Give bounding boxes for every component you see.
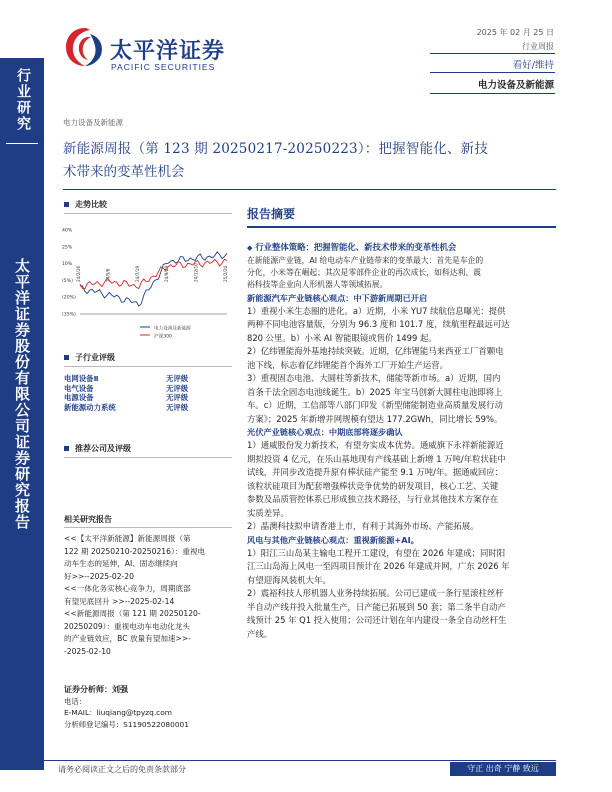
sub-rating-row: 电气设备 无评级 — [64, 383, 189, 393]
sidebar-separator — [6, 143, 38, 144]
x-tick-label: 24/9/29 — [164, 265, 170, 282]
title-category: 电力设备及新能源 — [63, 118, 123, 127]
related-reports — [64, 533, 234, 658]
trend-chart-heading: 走势比较 — [64, 199, 107, 210]
sidebar-category: 行业研究 — [15, 68, 31, 132]
x-tick-label: 24/5/8 — [105, 268, 111, 282]
wind-section-title: 风电与其他产业链核心观点：重视新能源+AI。 — [247, 534, 419, 545]
title-underline — [63, 189, 556, 190]
footer-rule — [44, 760, 556, 761]
recommend-divider — [64, 457, 232, 458]
report-type: 行业周报 — [522, 42, 554, 51]
overall-strategy-text: 在新能源产业链，AI 给电动车产业链带来的变革最大：首先是车企的 分化，小米等在崛起；其次是零部件企业的再次成长，如科达利、震 裕科技等企业向人形机器人等领域拓展。 — [247, 256, 484, 290]
analyst-phone: 电话： — [64, 696, 87, 706]
header-divider-2 — [430, 72, 555, 73]
related-report-line[interactable]: -2025-02-10 — [64, 646, 111, 656]
y-tick-label: 10% — [62, 262, 73, 268]
related-report-line[interactable]: <<新能源周报（第 121 期 20250120- — [64, 609, 201, 618]
header-divider-3 — [430, 93, 555, 94]
pv-section-title: 光伏产业链核心观点：中期底部将逐步确认 — [247, 427, 403, 438]
overall-strategy-title: ◆ 行业整体策略：把握智能化、新技术带来的变革性机会 — [247, 242, 457, 252]
header-divider-1 — [430, 53, 555, 54]
pv-section-text: 1）通威股份发力新技术，有望夯实成本优势。通威旗下永祥新能源近 期拟投资 4 亿元，在乐山基地现有产线基础上新增 1 万吨/年粒状硅中 试线，并同步改造提升原有棒状硅产能至 9.1 万吨/年。据通威回应： 该粒状硅项目为配套增强棒状竞争优势的研发项目，核心工艺、关键 参数及品质管控体系已形成独立技术路径，与行业其他技术方案存在 实质差异。 2）晶澳科技拟申请香港上市，有利于其海外市场、产能拓展。 — [247, 440, 506, 532]
x-tick-label: 25/2/20 — [223, 265, 228, 282]
related-report-line[interactable]: 好>>--2025-02-20 — [64, 571, 134, 581]
report-title-line1: 新能源周报（第 123 期 20250217-20250223）：把握智能化、新技 — [63, 141, 489, 157]
related-heading: 相关研究报告 — [64, 515, 112, 524]
series-line-hs300 — [80, 259, 227, 289]
legend-label-hs300: 沪深300 — [154, 334, 172, 340]
sub-ratings-divider — [64, 366, 232, 367]
sub-ratings-table — [64, 374, 234, 412]
related-report-line[interactable]: 动车生态的延伸，AI、固态继续向 — [64, 559, 178, 568]
analyst-cert: 分析师登记编号：S1190522080001 — [64, 719, 189, 729]
y-tick-label: (35%) — [62, 312, 76, 318]
related-report-line[interactable]: 122 期 20250210-20250216）：重视电 — [64, 546, 206, 556]
analyst-name: 证券分析师：刘强 — [64, 685, 128, 694]
footer-motto: 守正 出奇 宁静 致远 — [450, 762, 556, 776]
y-tick-label: 40% — [62, 228, 73, 234]
report-title-line2: 术带来的变革性机会 — [63, 164, 185, 180]
square-bullet-icon — [64, 202, 69, 207]
logo-emblem-icon — [63, 24, 108, 69]
trend-chart-divider — [64, 213, 232, 214]
y-tick-label: 25% — [62, 245, 73, 251]
series-line-sector — [80, 252, 227, 306]
wind-section-text: 1）阳江三山岛某主输电工程开工建设，有望在 2026 年建成；同时阳 江三山岛海上风电一至四项目预计在 2026 年建成并网，广东 2026 年 有望迎海风装机大年。 2）震裕科技人形机器人业务持续拓展。公司已建成一条行星滚柱丝杆 半自动产线并投入批量生产，日产能已拓展到 50 套；第二条半自动产 线预计 25 年 Q1 投入使用；公司还计划在年内建设一条全自动丝杆生 产线。 — [247, 547, 510, 639]
square-bullet-icon — [64, 446, 69, 451]
summary-heading-rule — [247, 226, 556, 228]
related-report-line[interactable]: <<一体化务实核心竞争力，周期底部 — [64, 584, 191, 593]
sub-ratings-heading: 子行业评级 — [64, 352, 115, 363]
ev-section-title: 新能源汽车产业链核心观点：中下游新周期已开启 — [247, 292, 428, 303]
sidebar-company: 太平洋证券股份有限公司证券研究报告 — [13, 258, 31, 530]
legend-label-sector: 电力设备及新能源 — [154, 326, 191, 332]
analyst-email[interactable]: E-MAIL：liuqiang@tpyzq.com — [64, 708, 172, 717]
ev-section-text: 1）重视小米生态圈的进化。a）近期，小米 YU7 续航信息曝光：提供 两种不同电池容量版，分别为 96.3 度和 101.7 度，续航里程最远可达 820 公里。b）小米 AI 智能眼镜或售价 1499 起。 2）亿纬锂能海外基地持续突破。近期，亿纬锂能马来西亚工厂首颗电 池下线，标志着亿纬锂能首个海外工厂开始生产运营。 3）重视固态电池、大圆柱等新技术，储能等新市场。a）近期，国内 首条千法全固态电池线诞生。b）2025 年宝马创新大圆柱电池即将上 车。c）近期，工信部等八部门印发《新型储能制造业高质量发展行动 方案》；2025 年新增并网规模有望达 177.2GWh，同比增长 59%。 — [247, 305, 510, 424]
related-report-line[interactable]: <<【太平洋新能源】新能源周报（第 — [64, 534, 191, 543]
brand-logo — [63, 24, 108, 69]
rating-text: 看好/维持 — [512, 60, 554, 71]
related-report-line[interactable]: 的产业链效应，BC 放量有望加速>>- — [64, 634, 191, 643]
footer-disclaimer: 请务必阅读正文之后的免责条款部分 — [58, 765, 186, 774]
y-tick-label: (5%) — [62, 278, 73, 284]
brand-name-cn: 太平洋证券 — [110, 39, 226, 64]
analyst-block — [64, 684, 234, 730]
diamond-bullet-icon: ◆ — [247, 244, 253, 252]
related-report-line[interactable]: 20250209）：重视电动车电动化龙头 — [64, 621, 190, 631]
report-date: 2025 年 02 月 25 日 — [476, 28, 554, 37]
sub-rating-row: 电源设备 无评级 — [64, 393, 189, 402]
recommend-heading: 推荐公司及评级 — [64, 443, 131, 454]
summary-heading: 报告摘要 — [247, 207, 296, 221]
sub-rating-row: 电网设备Ⅱ 无评级 — [64, 374, 189, 383]
sector-text: 电力设备及新能源 — [477, 80, 554, 91]
square-bullet-icon — [64, 355, 69, 360]
trend-chart — [62, 222, 234, 347]
x-tick-label: 24/7/19 — [134, 265, 140, 282]
brand-name-en: PACIFIC SECURITIES — [111, 62, 216, 72]
related-divider — [64, 527, 232, 528]
related-report-line[interactable]: 有望见底回升 >>--2025-02-14 — [64, 596, 175, 606]
summary-body — [247, 241, 558, 641]
sub-rating-row: 新能源动力系统 无评级 — [64, 402, 189, 412]
x-tick-label: 24/12/10 — [193, 263, 199, 282]
x-tick-label: 24/2/26 — [76, 265, 81, 282]
y-tick-label: (20%) — [62, 295, 76, 301]
